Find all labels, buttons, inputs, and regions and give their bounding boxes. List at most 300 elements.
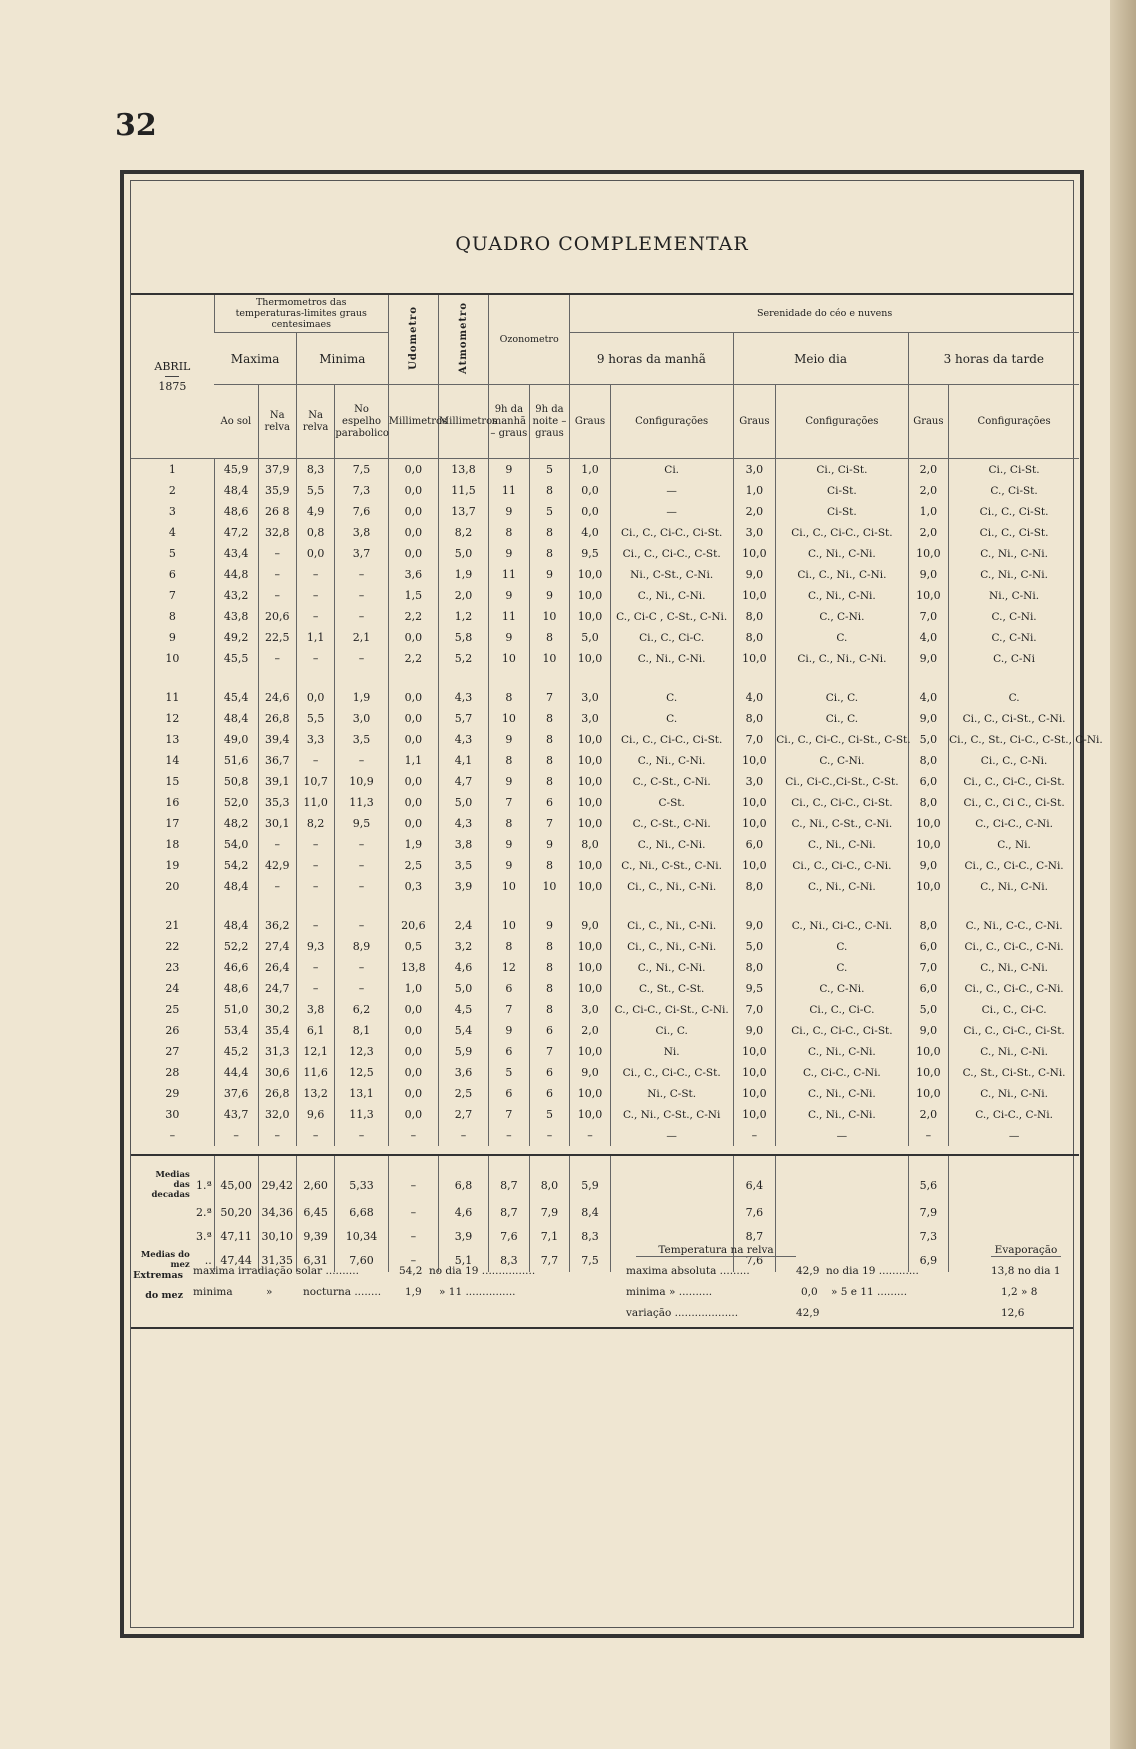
table-cell: 26,4 (258, 957, 296, 978)
table-cell: 10,0 (733, 813, 776, 834)
table-cell: 10,7 (296, 771, 334, 792)
table-cell: 52,2 (214, 936, 258, 957)
table-cell: Ni., C-St., C-Ni. (610, 564, 733, 585)
table-row (131, 834, 1079, 855)
table-cell: 10 (529, 648, 570, 669)
table-cell: C. (610, 708, 733, 729)
table-row (131, 459, 1079, 481)
day-cell: 30 (165, 1108, 180, 1121)
table-cell: – (258, 564, 296, 585)
gap-cell (908, 897, 949, 915)
table-cell: 35,9 (258, 480, 296, 501)
day-cell: 11 (165, 691, 180, 704)
table-cell: 9,0 (570, 915, 611, 936)
udometro-label: Udometro (407, 306, 419, 370)
table-cell: C., Ni., C-Ni. (949, 543, 1079, 564)
table-cell: 0,0 (570, 501, 611, 522)
table-cell: 10,0 (570, 1041, 611, 1062)
summary-cell: 5,9 (570, 1155, 611, 1200)
table-cell: 1,0 (388, 978, 438, 999)
summary-cell: – (388, 1224, 438, 1248)
table-cell: Ci., C. (610, 1020, 733, 1041)
table-cell: 3,0 (733, 522, 776, 543)
table-cell: – (335, 750, 388, 771)
day-cell: 9 (168, 631, 176, 644)
table-cell: Ci., Ci-St. (949, 459, 1079, 481)
table-cell: 12,1 (296, 1041, 334, 1062)
summary-row (131, 1200, 1079, 1224)
table-cell: 7 (489, 1104, 530, 1125)
table-cell: 0,0 (388, 1041, 438, 1062)
table-cell: 12,3 (335, 1041, 388, 1062)
days-body (131, 459, 1103, 1147)
table-cell: 10,0 (908, 1041, 949, 1062)
table-cell: – (335, 585, 388, 606)
table-cell: 54,0 (214, 834, 258, 855)
table-cell: 20,6 (258, 606, 296, 627)
day-cell: 28 (165, 1066, 180, 1079)
table-cell: Ci., C., Ci-St. (949, 522, 1079, 543)
table-cell: 10,0 (733, 1041, 776, 1062)
table-cell: 5 (529, 1104, 570, 1125)
table-cell: 2,0 (438, 585, 488, 606)
table-cell: 10,0 (570, 729, 611, 750)
day-cell: 2 (168, 484, 176, 497)
day-cell: 27 (165, 1045, 180, 1058)
table-cell: 24,7 (258, 978, 296, 999)
summary-cell: – (388, 1155, 438, 1200)
table-cell: 45,4 (214, 687, 258, 708)
table-cell: Ci., C., Ci-C., Ci-St. (776, 792, 908, 813)
table-row (131, 1020, 1079, 1041)
evaporacao-header: Evaporação (991, 1244, 1061, 1257)
page-number: 32 (115, 108, 157, 143)
table-cell: 6,2 (335, 999, 388, 1020)
table-row (131, 543, 1079, 564)
summary-cell: 7,60 (335, 1248, 388, 1272)
table-cell: 6 (489, 1083, 530, 1104)
table-cell: 7 (529, 1041, 570, 1062)
summary-cell: 6,4 (733, 1155, 776, 1200)
table-cell: 6,0 (908, 771, 949, 792)
table-cell: 10 (489, 876, 530, 897)
afternoon-header: 3 horas da tarde (908, 333, 1079, 385)
table-cell: 7 (489, 999, 530, 1020)
summary-decade: 1.ª (196, 1178, 212, 1192)
table-cell: C., Ci-C., Ci-St., C-Ni. (610, 999, 733, 1020)
table-cell: 12 (489, 957, 530, 978)
table-cell: 8,2 (438, 522, 488, 543)
summary-cell: 7,6 (733, 1248, 776, 1272)
gap-cell (489, 897, 530, 915)
table-cell: 6,0 (733, 834, 776, 855)
table-cell: 9 (489, 1020, 530, 1041)
table-cell: 8,0 (733, 627, 776, 648)
table-cell: 8 (529, 957, 570, 978)
table-cell: – (296, 1125, 334, 1146)
table-cell: – (529, 1125, 570, 1146)
min-noct-label-b: » (266, 1286, 273, 1298)
gap-cell (131, 669, 214, 687)
summary-cell: 47,44 (214, 1248, 258, 1272)
table-cell: C., Ni., C-Ni. (949, 957, 1079, 978)
table-cell: – (296, 834, 334, 855)
table-cell: 10,0 (570, 978, 611, 999)
table-cell: 50,8 (214, 771, 258, 792)
day-cell: 10 (165, 652, 180, 665)
table-cell: Ni., C-Ni. (949, 585, 1079, 606)
udometro-unit-header: Millimetros (388, 385, 438, 459)
table-cell: 7,6 (335, 501, 388, 522)
min-noct-label-c: nocturna ........ (303, 1286, 382, 1298)
gap-cell (570, 897, 611, 915)
table-cell: – (335, 648, 388, 669)
table-cell: – (296, 876, 334, 897)
table-cell: 8 (529, 627, 570, 648)
table-cell: 10,0 (570, 855, 611, 876)
table-cell: 9,5 (335, 813, 388, 834)
table-cell: 5,5 (296, 708, 334, 729)
decade-gap-row (131, 669, 1079, 687)
summary-cell: 7,1 (529, 1224, 570, 1248)
summary-empty-cell (776, 1200, 908, 1224)
table-cell: 8,2 (296, 813, 334, 834)
table-cell: 8,0 (908, 792, 949, 813)
table-cell: 10,0 (570, 1104, 611, 1125)
table-cell: 1,2 (438, 606, 488, 627)
gap-cell (908, 669, 949, 687)
table-cell: 11,3 (335, 792, 388, 813)
table-cell: – (258, 1125, 296, 1146)
summary-cell: 8,0 (529, 1155, 570, 1200)
summary-separator (131, 1146, 1079, 1155)
day-cell: 29 (165, 1087, 180, 1100)
table-cell: – (258, 543, 296, 564)
table-cell: 48,4 (214, 876, 258, 897)
table-cell: Ci., C., Ci-C., Ci-St. (776, 1020, 908, 1041)
table-cell: C., Ni., C-Ni. (776, 1041, 908, 1062)
table-row (131, 1041, 1079, 1062)
page-title: QUADRO COMPLEMENTAR (455, 233, 749, 255)
table-cell: Ci., C., Ci-C. (610, 627, 733, 648)
table-cell: 2,0 (570, 1020, 611, 1041)
table-cell: Ci., C., Ci-C., Ci-St. (610, 522, 733, 543)
table-cell: 8,0 (733, 957, 776, 978)
table-cell: 43,8 (214, 606, 258, 627)
summary-cell: 47,11 (214, 1224, 258, 1248)
table-cell: C. (776, 936, 908, 957)
table-cell: Ci., C. (776, 687, 908, 708)
table-cell: 10,0 (733, 1104, 776, 1125)
table-cell: 36,2 (258, 915, 296, 936)
table-cell: 10,0 (908, 876, 949, 897)
table-cell: 9,0 (908, 855, 949, 876)
table-cell: 2,0 (908, 1104, 949, 1125)
table-row (131, 792, 1079, 813)
table-cell: 6 (489, 1041, 530, 1062)
table-row (131, 936, 1079, 957)
table-cell: 35,3 (258, 792, 296, 813)
table-cell: Ci., C., St., Ci-C., C-St., C-Ni. (949, 729, 1079, 750)
table-cell: 3,0 (570, 999, 611, 1020)
gap-cell (214, 669, 258, 687)
relva-max-value: 42,9 (796, 1265, 820, 1277)
graus-morning-header: Graus (570, 385, 611, 459)
table-cell: 48,4 (214, 708, 258, 729)
table-cell: 8,0 (908, 915, 949, 936)
summary-cell: 6,8 (438, 1155, 488, 1200)
relva-min-value: 0,0 (801, 1286, 818, 1298)
table-cell: 0,3 (388, 876, 438, 897)
table-cell: 8,0 (733, 876, 776, 897)
table-cell: — (610, 1125, 733, 1146)
table-cell: 52,0 (214, 792, 258, 813)
table-cell: Ci., C., Ci-C., Ci-St., C-St. (776, 729, 908, 750)
table-row (131, 480, 1079, 501)
table-cell: 8 (489, 750, 530, 771)
day-cell: 26 (165, 1024, 180, 1037)
table-cell: C., C-Ni. (949, 606, 1079, 627)
table-cell: 12,5 (335, 1062, 388, 1083)
table-cell: Ci-St. (776, 501, 908, 522)
table-cell: C., Ni., C-Ni. (610, 585, 733, 606)
table-cell: 5,0 (733, 936, 776, 957)
table-cell: Ci., C., C-Ni. (949, 750, 1079, 771)
table-cell: 10,0 (570, 750, 611, 771)
table-row (131, 501, 1079, 522)
table-cell: 10 (529, 606, 570, 627)
table-cell: Ni. (610, 1041, 733, 1062)
table-cell: 0,0 (296, 543, 334, 564)
table-cell: 0,0 (388, 771, 438, 792)
summary-decade: 3.ª (196, 1229, 212, 1243)
summary-cell: 3,9 (438, 1224, 488, 1248)
gap-cell (570, 669, 611, 687)
table-cell: 5,0 (438, 792, 488, 813)
day-cell: 15 (165, 775, 180, 788)
table-cell: — (610, 480, 733, 501)
table-cell: – (335, 855, 388, 876)
table-cell: 3,8 (296, 999, 334, 1020)
table-cell: 22,5 (258, 627, 296, 648)
summary-cell: 6,9 (908, 1248, 949, 1272)
table-cell: 2,2 (388, 606, 438, 627)
table-cell: – (335, 978, 388, 999)
table-row (131, 813, 1079, 834)
table-cell: C., Ni., C-Ni. (949, 564, 1079, 585)
table-cell: C., Ni., C-St., C-Ni. (776, 813, 908, 834)
table-cell: 8 (529, 936, 570, 957)
table-cell: C., Ci-C., C-Ni. (776, 1062, 908, 1083)
table-cell: Ni., C-St. (610, 1083, 733, 1104)
summary-cell: 34,36 (258, 1200, 296, 1224)
table-cell: 30,6 (258, 1062, 296, 1083)
table-cell: 45,5 (214, 648, 258, 669)
table-cell: 5,0 (438, 978, 488, 999)
table-cell: – (258, 876, 296, 897)
table-row (131, 750, 1079, 771)
table-cell: 10,0 (908, 585, 949, 606)
extremes-block (131, 1261, 1073, 1371)
atmometro-header (438, 295, 488, 385)
table-cell: 9,0 (570, 1062, 611, 1083)
table-cell: Ci., C., Ci-C., C-Ni. (949, 936, 1079, 957)
table-cell: C., C-Ni. (776, 606, 908, 627)
table-cell: 4,1 (438, 750, 488, 771)
table-cell: 3,8 (335, 522, 388, 543)
table-cell: 26 8 (258, 501, 296, 522)
table-cell: 8 (529, 750, 570, 771)
table-cell: 7,0 (908, 957, 949, 978)
table-cell: 5,9 (438, 1041, 488, 1062)
table-cell: 6,0 (908, 978, 949, 999)
gap-cell (388, 669, 438, 687)
table-cell: – (388, 1125, 438, 1146)
day-cell: 12 (165, 712, 180, 725)
table-cell: 35,4 (258, 1020, 296, 1041)
table-cell: 5,0 (908, 729, 949, 750)
table-cell: C., Ci-C., C-Ni. (949, 813, 1079, 834)
relva-min-label: minima » .......... (626, 1286, 713, 1298)
summary-decade: 2.ª (196, 1205, 212, 1219)
table-row (131, 1104, 1079, 1125)
table-cell: – (335, 957, 388, 978)
table-cell: Ci., C., Ci-C., C-St. (610, 1062, 733, 1083)
table-cell: 9 (489, 855, 530, 876)
table-cell: 5,0 (908, 999, 949, 1020)
table-cell: 9 (529, 834, 570, 855)
table-cell: C., Ni., C-Ni. (610, 750, 733, 771)
table-cell: Ci., C., Ci-C., Ci-St. (949, 1020, 1079, 1041)
day-cell: 8 (168, 610, 176, 623)
table-cell: 4,3 (438, 687, 488, 708)
day-cell: 21 (165, 919, 180, 932)
table-cell: 5,4 (438, 1020, 488, 1041)
table-cell: 8,1 (335, 1020, 388, 1041)
table-cell: 9 (489, 627, 530, 648)
oz-manha-header: 9h da manhã – graus (489, 385, 530, 459)
table-cell: 2,0 (908, 459, 949, 481)
table-cell: 3,0 (733, 771, 776, 792)
day-cell: 5 (168, 547, 176, 560)
table-cell: C., Ni., C-St., C-Ni. (610, 855, 733, 876)
table-cell: Ci., C., Ci-C., C-Ni. (949, 978, 1079, 999)
table-cell: 20,6 (388, 915, 438, 936)
table-cell: 1,5 (388, 585, 438, 606)
table-cell: 36,7 (258, 750, 296, 771)
evap-var: 12,6 (1001, 1307, 1025, 1319)
serenidade-label: Serenidade do céo e nuvens (756, 308, 893, 319)
table-cell: Ci., Ci-C.,Ci-St., C-St. (776, 771, 908, 792)
na-relva-min-header: Na relva (296, 385, 334, 459)
summary-cell: 5,1 (438, 1248, 488, 1272)
table-cell: – (335, 876, 388, 897)
summary-cell: 6,68 (335, 1200, 388, 1224)
table-cell: 13,8 (388, 957, 438, 978)
espelho-header: No espelho parabolico (335, 385, 388, 459)
table-cell: 8 (489, 813, 530, 834)
udometro-header (388, 295, 438, 385)
table-cell: 0,0 (388, 627, 438, 648)
gap-cell (388, 897, 438, 915)
table-cell: 24,6 (258, 687, 296, 708)
summary-cell: 7,6 (733, 1200, 776, 1224)
table-cell: C., Ni., C-Ni. (776, 543, 908, 564)
table-cell: 10,0 (733, 1062, 776, 1083)
table-cell: 0,0 (388, 729, 438, 750)
table-cell: 11,6 (296, 1062, 334, 1083)
table-cell: 8 (529, 855, 570, 876)
table-cell: Ci-St. (776, 480, 908, 501)
table-cell: – (335, 915, 388, 936)
table-cell: 10,0 (908, 543, 949, 564)
graus-noon-header: Graus (733, 385, 776, 459)
summary-empty-cell (776, 1155, 908, 1200)
table-cell: 10,0 (570, 1083, 611, 1104)
table-cell: Ci., C., Ni., C-Ni. (610, 915, 733, 936)
table-cell: 7,3 (335, 480, 388, 501)
gap-cell (296, 897, 334, 915)
gap-cell (214, 897, 258, 915)
table-cell: 9 (489, 501, 530, 522)
day-cell: 18 (165, 838, 180, 851)
gap-cell (258, 669, 296, 687)
extremes-label: Extremas do mez (133, 1270, 183, 1301)
summary-cell: 8,7 (733, 1224, 776, 1248)
table-cell: 1,1 (296, 627, 334, 648)
table-cell: 46,6 (214, 957, 258, 978)
summary-cell: 6,45 (296, 1200, 334, 1224)
table-row (131, 771, 1079, 792)
table-cell: 10,0 (570, 564, 611, 585)
table-cell: 48,2 (214, 813, 258, 834)
summary-cell: 8,4 (570, 1200, 611, 1224)
table-cell: 4,6 (438, 957, 488, 978)
summary-group-label: Medias do mez (140, 1250, 190, 1270)
table-cell: 1,9 (388, 834, 438, 855)
table-cell: 3,9 (438, 876, 488, 897)
table-cell: 8,0 (908, 750, 949, 771)
gap-cell (949, 669, 1079, 687)
table-cell: 9 (529, 585, 570, 606)
table-cell: Ci., C. (776, 708, 908, 729)
table-cell: 3,5 (335, 729, 388, 750)
config-morning-header: Configurações (610, 385, 733, 459)
table-cell: 5 (529, 501, 570, 522)
table-cell: 1,1 (388, 750, 438, 771)
table-cell: C., Ni., C-C., C-Ni. (949, 915, 1079, 936)
table-cell: 4,7 (438, 771, 488, 792)
table-cell: 4,3 (438, 813, 488, 834)
table-cell: 32,0 (258, 1104, 296, 1125)
table-cell: 0,5 (388, 936, 438, 957)
day-cell: 6 (168, 568, 176, 581)
ozonometro-header (489, 295, 570, 385)
table-cell: 10,0 (733, 855, 776, 876)
table-cell: 3,6 (388, 564, 438, 585)
table-cell: 0,0 (296, 687, 334, 708)
table-cell: C., C-St., C-Ni. (610, 771, 733, 792)
table-cell: – (489, 1125, 530, 1146)
table-cell: 6,0 (908, 936, 949, 957)
table-cell: 44,8 (214, 564, 258, 585)
table-cell: Ci., C., Ci-C., C-Ni. (949, 855, 1079, 876)
summary-cell: 8,7 (489, 1155, 530, 1200)
table-cell: C., Ni., C-Ni. (949, 1041, 1079, 1062)
summary-empty-cell (610, 1155, 733, 1200)
table-cell: — (610, 501, 733, 522)
summary-cell: – (388, 1200, 438, 1224)
